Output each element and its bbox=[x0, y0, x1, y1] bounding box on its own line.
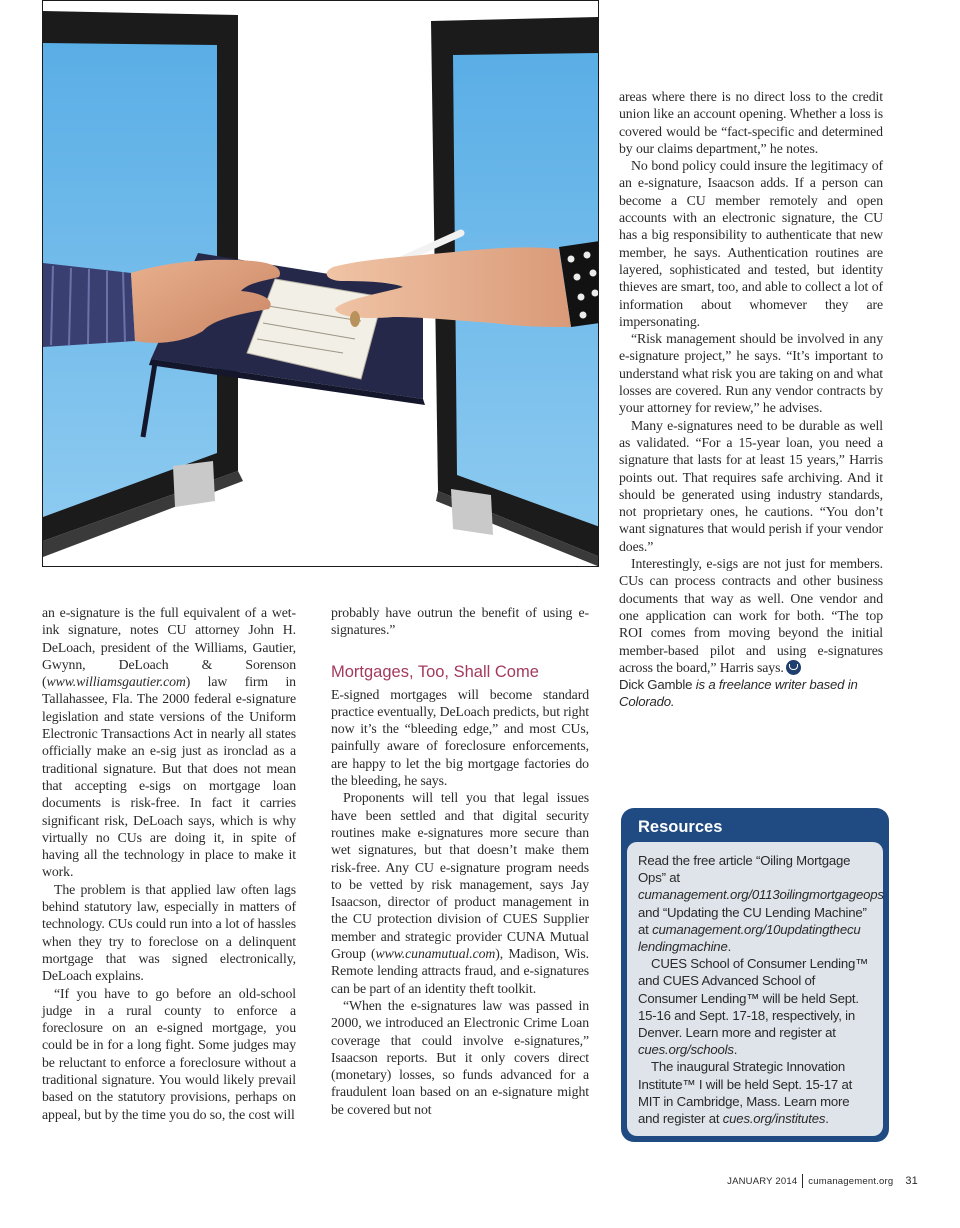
resources-text: The inaugural Strategic Innovation Institute™ I will be held Sept. 15-17 at MIT in Cambridge, Mass. Learn more and register at bbox=[638, 1059, 853, 1127]
column1-paragraph-3: “If you have to go before an old-school judge in a rural county to enforce a foreclosure on an e-signed mortgage, you could be in for a long fight. Some judges may be reluctant to enforce a foreclosure without a traditional signature. You would likely prevail based on the statutory provisions, perhaps on appeal, but by the time you do so, the cost will bbox=[42, 985, 296, 1122]
column1-text: an e-signature is the full equivalent of a wet-ink signature, notes CU attorney John H. DeLoach, president of the Williams, Gautier, Gwynn, DeLoach & Sorenson ( bbox=[42, 605, 296, 690]
article-column-2 bbox=[331, 604, 589, 1118]
author-name: Dick Gamble bbox=[619, 677, 693, 693]
resources-body bbox=[627, 842, 883, 1136]
resources-title: Resources bbox=[638, 818, 723, 836]
resources-paragraph-3 bbox=[638, 1058, 873, 1127]
hero-illustration bbox=[42, 0, 599, 567]
column3-paragraph-4: Many e-signatures need to be durable as well as validated. “For a 15-year loan, you need a signature that lasts for at least 15 years,” Harris points out. That requires safe archiving. And it should be generated using industry standards, not proprietary ones, he cautions. “You don’t want signatures that would perish if your vendor does.” bbox=[619, 417, 883, 554]
resources-text: and “Updating the CU Lending Machine” at bbox=[638, 904, 867, 937]
resources-paragraph-1 bbox=[638, 852, 884, 955]
resources-text: CUES School of Consumer Lending™ and CUES Advanced School of Consumer Lending™ will be held Sept. 15-16 and Sept. 17-18, respectively, in Denver. Learn more and register at bbox=[638, 956, 869, 1041]
footer-divider bbox=[802, 1174, 803, 1188]
resources-paragraph-2 bbox=[638, 955, 873, 1058]
cues-schools-link[interactable]: cues.org/schools bbox=[638, 1042, 734, 1058]
column2-paragraph-1: probably have outrun the benefit of using e-signatures.” bbox=[331, 605, 589, 638]
page-footer bbox=[727, 1174, 918, 1188]
section-subhead: Mortgages, Too, Shall Come bbox=[331, 662, 539, 681]
column2-text: ), Madison, Wis. Remote lending attracts fraud, and e-signatures can be part of an identity theft toolkit. bbox=[331, 946, 589, 996]
column3-paragraph-5 bbox=[619, 555, 883, 676]
oiling-mortgage-ops-link[interactable]: cumanagement.org/0113oilingmortgageops bbox=[638, 887, 884, 903]
column2-paragraph-3 bbox=[331, 789, 589, 997]
column1-paragraph-2: The problem is that applied law often lags behind statutory law, especially in matters of technology. CUs could run into a lot of hassles when they try to foreclose on a delinquent mortgage that was signed electronically, DeLoach explains. bbox=[42, 881, 296, 984]
end-of-article-icon bbox=[786, 660, 801, 675]
cues-institutes-link[interactable]: cues.org/institutes bbox=[722, 1111, 826, 1127]
author-description: is a freelance writer based in Colorado. bbox=[619, 677, 858, 710]
column2-text: Proponents will tell you that legal issues have been settled and that digital security routines make e-signatures more secure than wet signatures, but that doesn’t make them risk-free. Any CU e-signature program needs to be vetted by risk management, says Jay Isaacson, director of product management in the CU protection division of CUES Supplier member and strategic provider CUNA Mutual Group ( bbox=[331, 790, 589, 962]
column3-paragraph-3: “Risk management should be involved in any e-signature project,” he says. “It’s important to understand what risk you are taking on and what losses are covered. Run any vendor contracts by your attorney for review,” he advises. bbox=[619, 331, 883, 416]
column3-text: Interestingly, e-sigs are not just for members. CUs can process contracts and other business documents that way as well. One vendor and one application can work for both. “The top ROI comes from moving beyond the initial member-based pilot and using e-signatures across the board,” Harris says. bbox=[619, 556, 883, 675]
column1-paragraph-1 bbox=[42, 604, 296, 881]
author-bio bbox=[619, 676, 883, 710]
column3-paragraph-1: areas where there is no direct loss to the credit union like an account opening. Whether a loss is covered would be “fact-specific and determined by our claims department,” he notes. bbox=[619, 89, 883, 156]
williamsgautier-link[interactable]: www.williamsgautier.com bbox=[46, 674, 186, 690]
resources-box bbox=[621, 808, 889, 1142]
footer-site[interactable]: cumanagement.org bbox=[808, 1175, 894, 1187]
monitors-handing-document-image bbox=[43, 1, 599, 567]
article-column-1 bbox=[42, 604, 296, 1123]
issue-date: JANUARY 2014 bbox=[727, 1175, 798, 1187]
page-number: 31 bbox=[905, 1175, 918, 1187]
column3-paragraph-2: No bond policy could insure the legitimacy of an e-signature, Isaacson adds. If a person can become a CU member remotely and open accounts with an electronic signature, the CU has a big responsibility to authenticate that new member, he says. Authentication routines are layered, sophisticated and tested, but identity thieves are smart, too, and able to collect a lot of information about whomever they are impersonating. bbox=[619, 158, 883, 329]
resources-text: . bbox=[825, 1111, 829, 1127]
resources-text: Read the free article “Oiling Mortgage Ops” at bbox=[638, 853, 851, 886]
column2-paragraph-2: E-signed mortgages will become standard practice eventually, DeLoach predicts, but right now it’s the “bleeding edge,” and most CUs, painfully aware of foreclosure enforcements, are happy to let the big mortgage factories do the bleeding, he says. bbox=[331, 686, 589, 789]
column2-paragraph-4: “When the e-signatures law was passed in 2000, we introduced an Electronic Crime Loan coverage that could involve e-signatures,” Isaacson reports. But it only covers direct (monetary) losses, so funds advanced for a fraudulent loan based on an e-signature might be covered but not bbox=[331, 997, 589, 1117]
article-column-3 bbox=[619, 88, 883, 710]
resources-text: . bbox=[727, 939, 732, 955]
column1-text: ) law firm in Tallahassee, Fla. The 2000 federal e-signature legislation and state versions of the Uniform Electronic Transactions Act in nearly all states officially make an e-sig just as ironclad as a traditional signature. But that does not mean that accepting e-sigs on mortgage loan documents is risk-free. In fact it carries significant risk, DeLoach says, which is why virtually no CUs are doing it, in spite of having all the technology in place to make it work. bbox=[42, 674, 296, 880]
cunamutual-link[interactable]: www.cunamutual.com bbox=[375, 946, 496, 962]
resources-text: . bbox=[733, 1042, 738, 1058]
lending-machine-link[interactable]: cumanagement.org/10updatingthecu lendingmachine bbox=[638, 921, 861, 955]
